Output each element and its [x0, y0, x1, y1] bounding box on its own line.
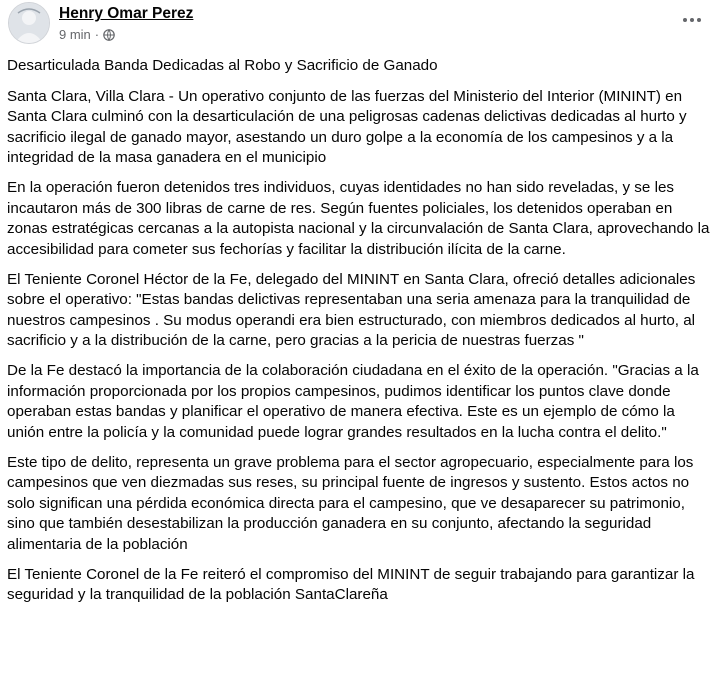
post-timestamp[interactable]: 9 min	[59, 27, 91, 42]
author-name-link[interactable]: Henry Omar Perez	[59, 5, 194, 22]
post-paragraph: Santa Clara, Villa Clara - Un operativo conjunto de las fuerzas del Ministerio del Interior (MININT) en Santa Clara culminó con la desarticulación de una peligrosas cadenas delictivas dedicadas al hurto y sacrificio ilegal de ganado mayor, asestando un duro golpe a la economía de los campesinos y a la integridad de la masa ganadera en el municipio	[7, 87, 687, 166]
meta-separator: ·	[94, 27, 100, 42]
avatar-image	[9, 3, 49, 43]
more-horizontal-icon	[682, 17, 702, 23]
author-block	[59, 2, 193, 43]
post-body	[7, 56, 713, 615]
post-paragraph: El Teniente Coronel de la Fe reiteró el compromiso del MININT de seguir trabajando para garantizar la seguridad y la tranquilidad de la población SantaClareña	[7, 565, 695, 603]
post-headline: Desarticulada Banda Dedicadas al Robo y Sacrificio de Ganado	[7, 57, 438, 74]
post-paragraph: El Teniente Coronel Héctor de la Fe, delegado del MININT en Santa Clara, ofreció detalles adicionales sobre el operativo: "Estas bandas delictivas representaban una seria amenaza para la tranquilidad de nuestros campesinos . Su modus operandi era bien estructurado, con miembros dedicados al hurto, al sacrificio y a la distribución de la carne, pero gracias a la pericia de nuestras fuerzas "	[7, 270, 696, 349]
profile-avatar[interactable]	[8, 2, 50, 44]
post-paragraph: De la Fe destacó la importancia de la colaboración ciudadana en el éxito de la operación. "Gracias a la información proporcionada por los propios campesinos, pudimos identificar los puntos clave donde operaban estas bandas y planificar el operativo de manera efectiva. Este es un ejemplo de cómo la unión entre la policía y la comunidad puede lograr grandes resultados en la lucha contra el delito."	[7, 362, 699, 441]
post-meta	[59, 26, 193, 43]
post-paragraph: En la operación fueron detenidos tres individuos, cuyas identidades no han sido reveladas, y se les incautaron más de 300 libras de carne de res. Según fuentes policiales, los detenidos operaban en zonas estratégicas cercanas a la autopista nacional y la circunvalación de Santa Clara, aprovechando la accesibilidad para cometer sus fechorías y facilitar la distribución ilícita de la carne.	[7, 179, 710, 258]
more-options-button[interactable]	[680, 8, 704, 32]
globe-icon[interactable]	[103, 29, 115, 41]
post-paragraph: Este tipo de delito, representa un grave problema para el sector agropecuario, especialmente para los campesinos que ven diezmadas sus reses, su principal fuente de ingresos y sustento. Estos actos no solo significan una pérdida económica directa para el campesino, que ve desaparecer su patrimonio, sino que también desestabilizan la producción ganadera en su conjunto, afectando la seguridad alimentaria de la población	[7, 453, 694, 553]
post-header	[8, 2, 193, 48]
